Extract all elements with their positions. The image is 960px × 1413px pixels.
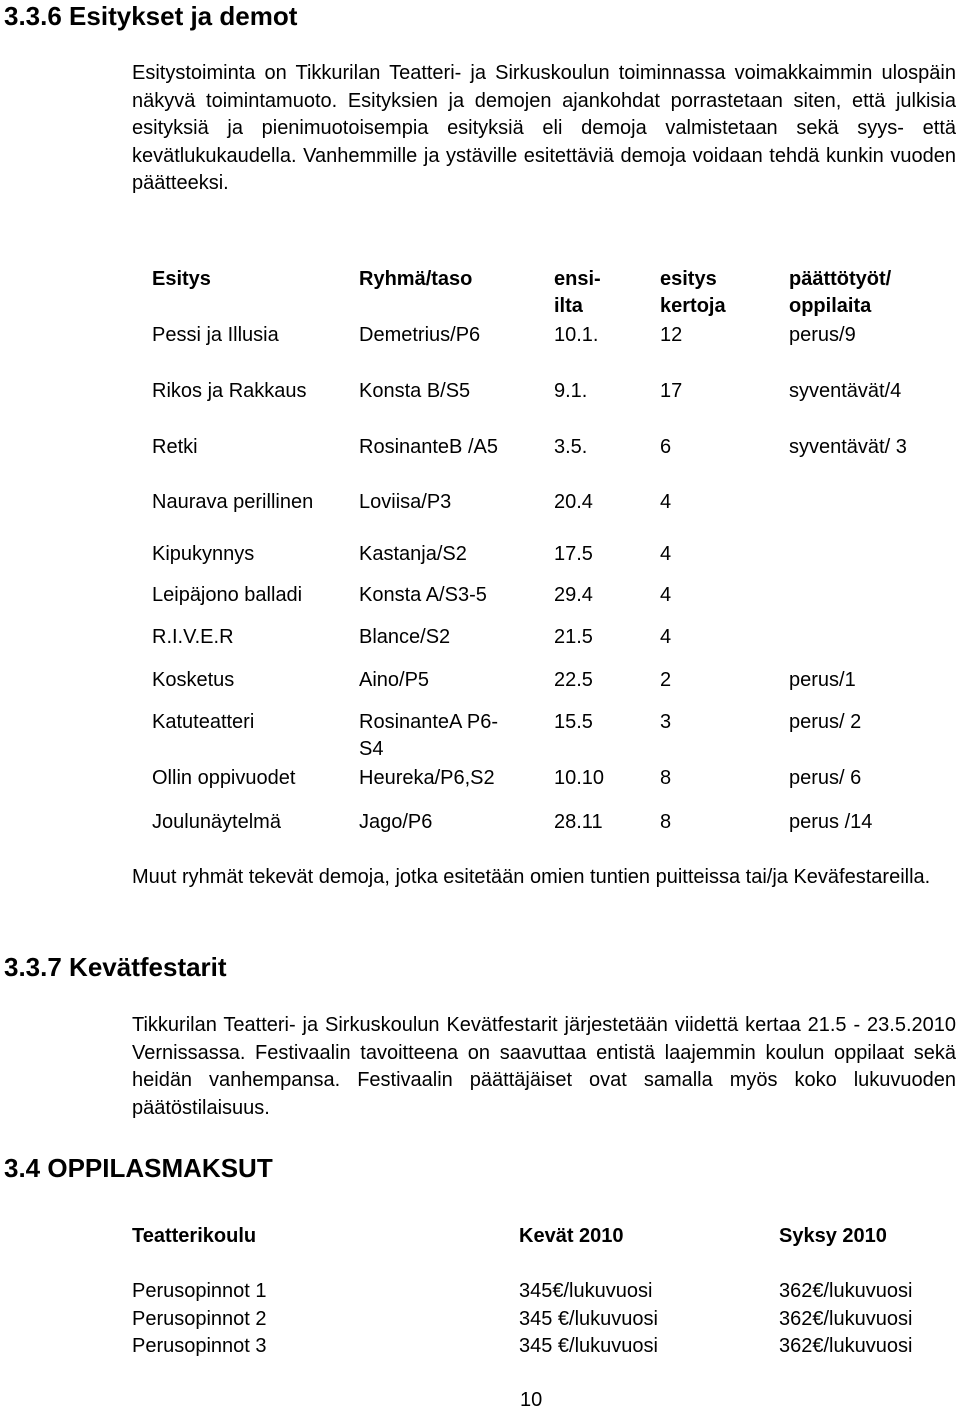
cell-esitys: R.I.V.E.R <box>152 626 234 648</box>
section-title-oppilasmaksut: 3.4 OPPILASMAKSUT <box>4 1153 273 1183</box>
cell-ryhma: Kastanja/S2 <box>359 543 467 565</box>
table-row <box>152 624 952 667</box>
col-header-ensi-ilta: ensi- ilta <box>554 268 601 317</box>
fees-cell-spring: 345 €/lukuvuosi <box>519 1335 658 1357</box>
table-row <box>152 709 952 765</box>
table-row <box>152 582 952 624</box>
fees-row <box>132 1306 932 1334</box>
fees-cell-level: Perusopinnot 3 <box>132 1335 267 1357</box>
cell-paattotyot: perus/9 <box>789 324 856 346</box>
col-header-ryhma: Ryhmä/taso <box>359 268 473 290</box>
kevatfestarit-paragraph: Tikkurilan Teatteri- ja Sirkuskoulun Kevätfestarit järjestetään viidettä kertaa 21.5 - 23.5.2010 Vernissassa. Festivaalin tavoitteena on saavuttaa entistä laajemmin koulun oppilaat sekä heidän vanhempansa. Festivaalin päättäjäiset ovat samalla myös koko lukuvuoden päätöstilaisuus. <box>132 1014 956 1119</box>
cell-ryhma: Loviisa/P3 <box>359 491 452 513</box>
col-header-esitys: Esitys <box>152 268 211 290</box>
fees-header-teatterikoulu: Teatterikoulu <box>132 1225 257 1247</box>
cell-ensi-ilta: 17.5 <box>554 543 593 565</box>
table-row <box>152 489 952 541</box>
fees-cell-level: Perusopinnot 1 <box>132 1280 267 1302</box>
cell-ensi-ilta: 20.4 <box>554 491 593 513</box>
cell-esitys: Joulunäytelmä <box>152 811 281 833</box>
cell-kertoja: 4 <box>660 626 672 648</box>
fees-body <box>132 1278 932 1361</box>
table-row <box>152 322 952 378</box>
cell-esitys: Pessi ja Illusia <box>152 324 279 346</box>
cell-kertoja: 4 <box>660 543 672 565</box>
fees-cell-autumn: 362€/lukuvuosi <box>779 1307 913 1330</box>
fees-header-kevat: Kevät 2010 <box>519 1225 624 1247</box>
fees-cell-autumn: 362€/lukuvuosi <box>779 1280 913 1302</box>
cell-kertoja: 4 <box>660 491 672 513</box>
fees-header-row <box>132 1223 932 1278</box>
cell-kertoja: 2 <box>660 669 672 691</box>
cell-kertoja: 3 <box>660 711 672 733</box>
cell-ensi-ilta: 22.5 <box>554 669 593 691</box>
section-title-esitykset: 3.3.6 Esitykset ja demot <box>4 1 298 31</box>
table-row <box>152 541 952 582</box>
other-groups-paragraph: Muut ryhmät tekevät demoja, jotka esitetään omien tuntien puitteissa tai/ja Keväfestareilla. <box>132 866 931 888</box>
cell-ryhma: Blance/S2 <box>359 626 451 648</box>
cell-ryhma: RosinanteA P6- S4 <box>359 711 498 760</box>
table-row <box>152 434 952 489</box>
cell-ensi-ilta: 15.5 <box>554 711 593 733</box>
cell-esitys: Kipukynnys <box>152 543 255 565</box>
cell-kertoja: 6 <box>660 436 672 458</box>
cell-paattotyot: syventävät/ 3 <box>789 436 907 458</box>
table-row <box>152 809 952 853</box>
cell-ryhma: Konsta B/S5 <box>359 380 471 402</box>
cell-paattotyot: perus /14 <box>789 811 873 833</box>
fees-cell-spring: 345 €/lukuvuosi <box>519 1307 658 1330</box>
table-row <box>152 765 952 809</box>
cell-paattotyot: perus/1 <box>789 669 856 691</box>
cell-ensi-ilta: 9.1. <box>554 380 588 402</box>
fees-cell-spring: 345€/lukuvuosi <box>519 1280 653 1302</box>
cell-kertoja: 17 <box>660 380 683 402</box>
section-title-kevatfestarit: 3.3.7 Kevätfestarit <box>4 952 227 982</box>
cell-esitys: Leipäjono balladi <box>152 584 303 606</box>
cell-paattotyot: perus/ 6 <box>789 767 862 789</box>
cell-esitys: Ollin oppivuodet <box>152 767 296 789</box>
cell-kertoja: 8 <box>660 767 672 789</box>
performances-table <box>152 266 952 853</box>
cell-paattotyot: syventävät/4 <box>789 380 902 402</box>
esitykset-paragraph: Esitystoiminta on Tikkurilan Teatteri- ja Sirkuskoulun toiminnassa voimakkaimmin ulospäin näkyvä toimintamuoto. Esityksien ja demojen ajankohdat porrastetaan siten, että julkisia esityksiä ja pienimuotoisempia esityksiä eli demoja valmistetaan sekä syys- että kevätlukukaudella. Vanhemmille ja ystäville esitettäviä demoja voidaan tehdä kunkin vuoden päätteeksi. <box>132 62 956 194</box>
cell-kertoja: 8 <box>660 811 672 833</box>
cell-esitys: Kosketus <box>152 669 235 691</box>
cell-ryhma: RosinanteB /A5 <box>359 436 498 458</box>
cell-ryhma: Demetrius/P6 <box>359 324 481 346</box>
cell-esitys: Retki <box>152 436 198 458</box>
page-number: 10 <box>520 1389 543 1411</box>
fees-row <box>132 1278 932 1306</box>
cell-ryhma: Jago/P6 <box>359 811 433 833</box>
cell-ensi-ilta: 21.5 <box>554 626 593 648</box>
cell-ryhma: Konsta A/S3-5 <box>359 584 487 606</box>
fees-cell-autumn: 362€/lukuvuosi <box>779 1335 913 1357</box>
table-row <box>152 378 952 434</box>
fees-header-syksy: Syksy 2010 <box>779 1225 887 1247</box>
cell-ensi-ilta: 3.5. <box>554 436 588 458</box>
table-header-row <box>152 266 952 322</box>
table-body <box>152 322 952 853</box>
cell-esitys: Katuteatteri <box>152 711 255 733</box>
cell-ensi-ilta: 28.11 <box>554 811 603 833</box>
fees-table <box>132 1223 932 1361</box>
cell-ensi-ilta: 29.4 <box>554 584 593 606</box>
col-header-esitys-kertoja: esitys kertoja <box>660 268 726 317</box>
cell-ryhma: Heureka/P6,S2 <box>359 767 495 789</box>
cell-ryhma: Aino/P5 <box>359 669 430 691</box>
fees-row <box>132 1333 932 1361</box>
cell-ensi-ilta: 10.1. <box>554 324 599 346</box>
fees-cell-level: Perusopinnot 2 <box>132 1307 267 1330</box>
cell-kertoja: 4 <box>660 584 672 606</box>
cell-esitys: Rikos ja Rakkaus <box>152 380 307 402</box>
cell-kertoja: 12 <box>660 324 683 346</box>
cell-ensi-ilta: 10.10 <box>554 767 605 789</box>
col-header-paattotyot: päättötyöt/ oppilaita <box>789 268 892 317</box>
cell-paattotyot: perus/ 2 <box>789 711 862 733</box>
table-row <box>152 667 952 709</box>
cell-esitys: Naurava perillinen <box>152 491 314 513</box>
